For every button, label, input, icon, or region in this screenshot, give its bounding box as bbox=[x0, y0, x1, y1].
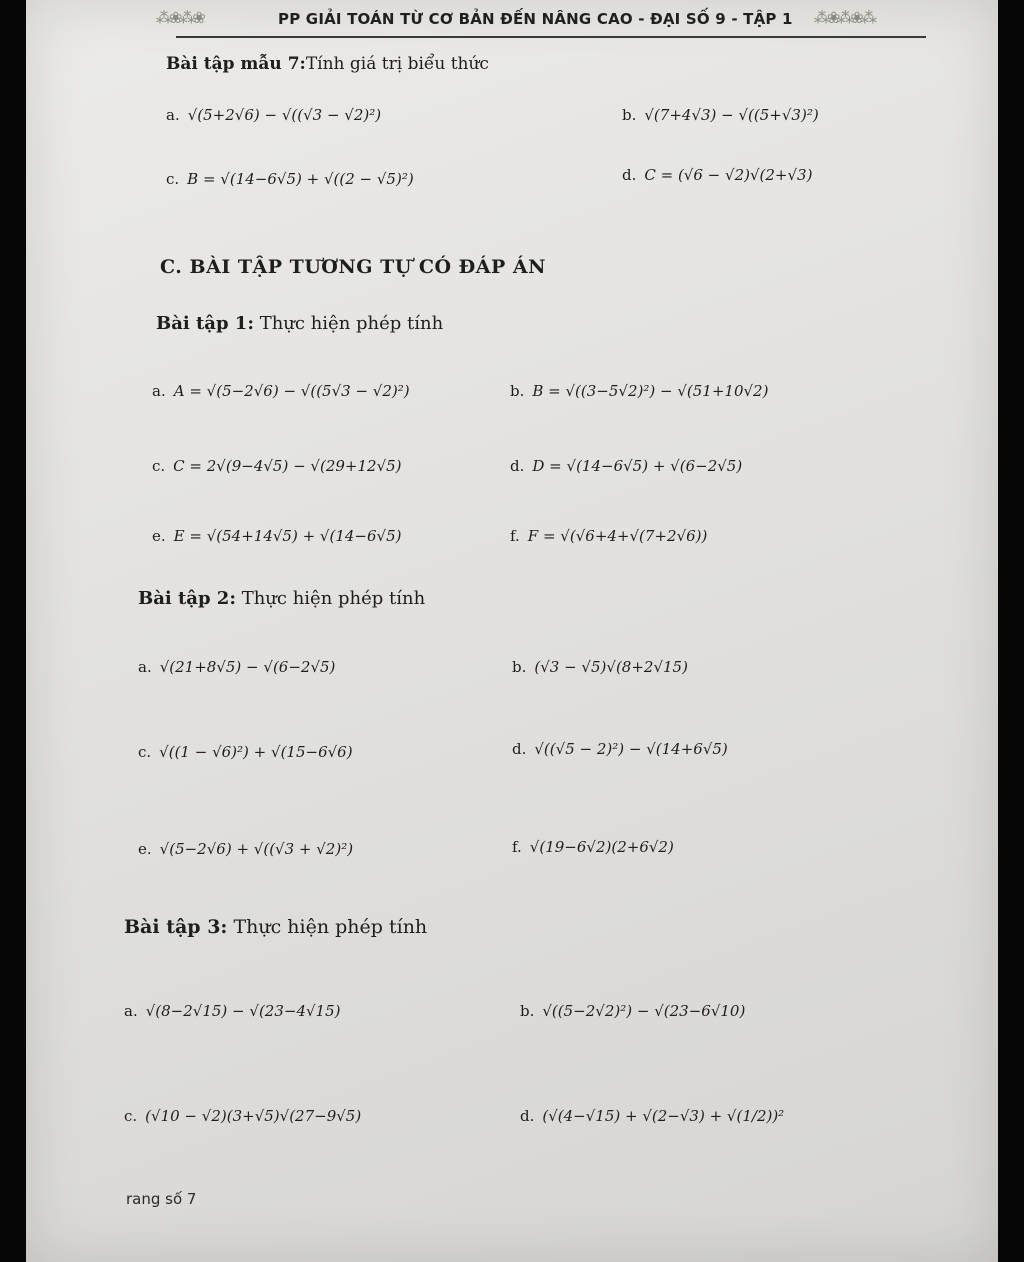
header-title: PP GIẢI TOÁN TỪ CƠ BẢN ĐẾN NÂNG CAO - ĐẠI SỐ 9 - TẬP 1 bbox=[278, 10, 793, 28]
item-label: c. bbox=[124, 1107, 138, 1125]
item-expression: A = √(5−2√6) − √((5√3 − √2)²) bbox=[173, 382, 410, 400]
item-label: b. bbox=[512, 658, 527, 676]
exercise-2-item-c bbox=[138, 743, 353, 761]
item-expression: √(5+2√6) − √((√3 − √2)²) bbox=[187, 106, 382, 124]
item-label: d. bbox=[622, 166, 637, 184]
exercise-1-item-a bbox=[152, 382, 410, 400]
sample-item-b bbox=[622, 106, 819, 124]
exercise-3-item-a bbox=[124, 1002, 341, 1020]
item-label: f. bbox=[510, 527, 520, 545]
item-label: b. bbox=[510, 382, 525, 400]
exercise-1-item-d bbox=[510, 457, 742, 475]
item-expression: √((1 − √6)²) + √(15−6√6) bbox=[159, 743, 353, 761]
item-expression: √(19−6√2)(2+6√2) bbox=[529, 838, 674, 856]
item-expression: C = 2√(9−4√5) − √(29+12√5) bbox=[173, 457, 402, 475]
item-label: d. bbox=[520, 1107, 535, 1125]
exercise-1-item-c bbox=[152, 457, 402, 475]
exercise-2-item-b bbox=[512, 658, 688, 676]
exercise-3-item-d bbox=[520, 1107, 784, 1125]
item-expression: D = √(14−6√5) + √(6−2√5) bbox=[532, 457, 743, 475]
item-label: c. bbox=[138, 743, 152, 761]
item-label: f. bbox=[512, 838, 522, 856]
item-expression: √(5−2√6) + √((√3 + √2)²) bbox=[159, 840, 354, 858]
header-ornament-left: ⁂❀⁂❀ bbox=[156, 8, 203, 27]
page-footer: rang số 7 bbox=[126, 1190, 197, 1208]
exercise-1-text: Thực hiện phép tính bbox=[253, 313, 444, 334]
item-label: d. bbox=[510, 457, 525, 475]
exercise-1-item-b bbox=[510, 382, 768, 400]
item-label: c. bbox=[152, 457, 166, 475]
item-expression: E = √(54+14√5) + √(14−6√5) bbox=[173, 527, 402, 545]
exercise-2-label: Bài tập 2: bbox=[138, 588, 236, 609]
exercise-3-item-c bbox=[124, 1107, 361, 1125]
item-expression: √(7+4√3) − √((5+√3)²) bbox=[644, 106, 819, 124]
exercise-1-label: Bài tập 1: bbox=[156, 313, 254, 334]
item-expression: √(8−2√15) − √(23−4√15) bbox=[145, 1002, 341, 1020]
item-label: b. bbox=[622, 106, 637, 124]
sample-heading bbox=[166, 54, 489, 74]
item-expression: C = (√6 − √2)√(2+√3) bbox=[644, 166, 813, 184]
section-title: C. BÀI TẬP TƯƠNG TỰ CÓ ĐÁP ÁN bbox=[160, 256, 547, 278]
exercise-1-item-e bbox=[152, 527, 401, 545]
exercise-3-heading bbox=[124, 916, 427, 938]
exercise-2-item-e bbox=[138, 840, 353, 858]
item-label: d. bbox=[512, 740, 527, 758]
item-label: e. bbox=[138, 840, 152, 858]
exercise-1-item-f bbox=[510, 527, 707, 545]
item-expression: F = √(√6+4+√(7+2√6)) bbox=[527, 527, 708, 545]
exercise-3-item-b bbox=[520, 1002, 745, 1020]
item-expression: B = √((3−5√2)²) − √(51+10√2) bbox=[532, 382, 769, 400]
item-expression: B = √(14−6√5) + √((2 − √5)²) bbox=[187, 170, 414, 188]
header-divider bbox=[176, 36, 926, 38]
item-label: a. bbox=[166, 106, 180, 124]
sample-item-a bbox=[166, 106, 381, 124]
item-expression: √((5−2√2)²) − √(23−6√10) bbox=[542, 1002, 746, 1020]
sample-item-d bbox=[622, 166, 812, 184]
exercise-2-item-d bbox=[512, 740, 728, 758]
item-label: c. bbox=[166, 170, 180, 188]
item-label: a. bbox=[152, 382, 166, 400]
sample-heading-text: Tính giá trị biểu thức bbox=[305, 54, 489, 74]
header-ornament-right: ⁂❀⁂❀⁂ bbox=[814, 8, 874, 27]
item-label: a. bbox=[124, 1002, 138, 1020]
document-page bbox=[26, 0, 998, 1262]
exercise-2-item-a bbox=[138, 658, 335, 676]
exercise-2-text: Thực hiện phép tính bbox=[235, 588, 426, 609]
item-expression: √((√5 − 2)²) − √(14+6√5) bbox=[534, 740, 728, 758]
item-expression: (√(4−√15) + √(2−√3) + √(1/2))² bbox=[542, 1107, 785, 1125]
item-expression: (√3 − √5)√(8+2√15) bbox=[534, 658, 688, 676]
exercise-2-heading bbox=[138, 588, 425, 609]
exercise-1-heading bbox=[156, 313, 443, 334]
exercise-3-label: Bài tập 3: bbox=[124, 916, 228, 938]
exercise-3-text: Thực hiện phép tính bbox=[227, 916, 428, 938]
item-label: a. bbox=[138, 658, 152, 676]
sample-item-c bbox=[166, 170, 414, 188]
item-label: b. bbox=[520, 1002, 535, 1020]
exercise-2-item-f bbox=[512, 838, 674, 856]
item-expression: √(21+8√5) − √(6−2√5) bbox=[159, 658, 336, 676]
item-expression: (√10 − √2)(3+√5)√(27−9√5) bbox=[145, 1107, 362, 1125]
sample-heading-label: Bài tập mẫu 7: bbox=[166, 54, 306, 74]
item-label: e. bbox=[152, 527, 166, 545]
